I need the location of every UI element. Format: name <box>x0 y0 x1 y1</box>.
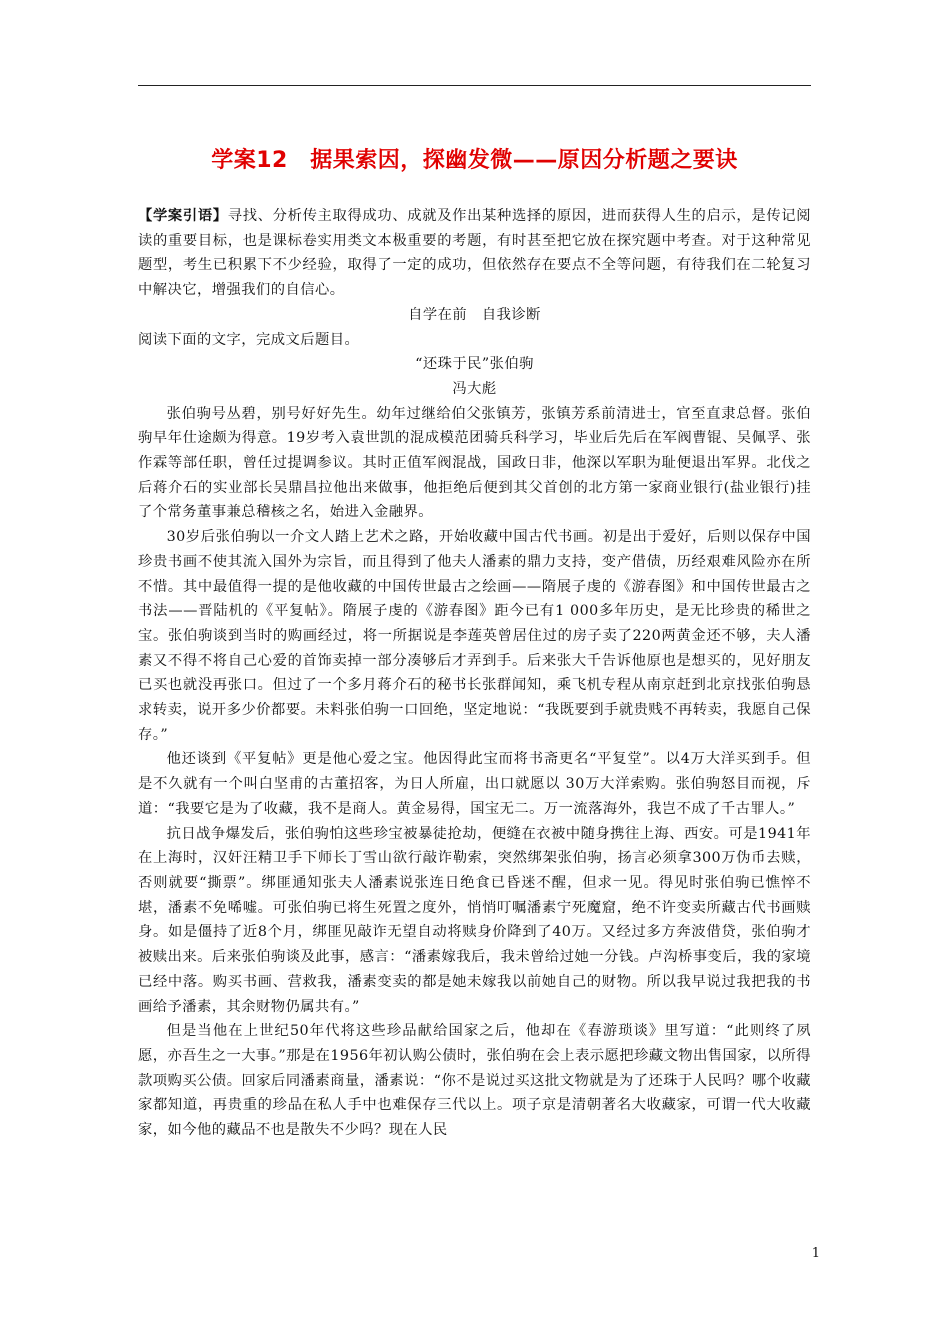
page-number: 1 <box>811 1246 820 1261</box>
article-author: 冯大彪 <box>452 380 497 397</box>
document-body <box>138 204 811 1143</box>
intro-tag: 【学案引语】 <box>138 208 228 224</box>
header-rule <box>138 85 811 86</box>
article-title: “还珠于民”张伯驹 <box>415 356 534 373</box>
article-paragraph: 但是当他在上世纪50年代将这些珍品献给国家之后，他却在《春游琐谈》里写道：“此则终了夙愿，亦吾生之一大事。”那是在1956年初认购公债时，张伯驹在会上表示愿把珍藏文物出售国家，以所得款项购买公债。回家后同潘素商量，潘素说：“你不是说过买这批文物就是为了还珠于人民吗？哪个收藏家都知道，再贵重的珍品在私人手中也难保存三代以上。项子京是清朝著名大收藏家，可谓一代大收藏家，如今他的藏品不也是散失不少吗？现在人民 <box>138 1023 811 1139</box>
page-title: 学案12 据果索因，探幽发微——原因分析题之要诀 <box>211 148 738 173</box>
article-paragraph: 30岁后张伯驹以一介文人踏上艺术之路，开始收藏中国古代书画。初是出于爱好，后则以保存中国珍贵书画不使其流入国外为宗旨，而且得到了他夫人潘素的鼎力支持，变产借债，历经艰难风险亦在所不惜。其中最值得一提的是他收藏的中国传世最古之绘画——隋展子虔的《游春图》和中国传世最古之书法——晋陆机的《平复帖》。隋展子虔的《游春图》距今已有1 000多年历史，是无比珍贵的稀世之宝。张伯驹谈到当时的购画经过，将一所据说是李莲英曾居住过的房子卖了220两黄金还不够，夫人潘素又不得不将自己心爱的首饰卖掉一部分凑够后才弄到手。后来张大千告诉他原也是想买的，见好朋友已买也就没再张口。但过了一个多月蒋介石的秘书长张群闻知，乘飞机专程从南京赶到北京找张伯驹恳求转卖，说开多少价都要。未料张伯驹一口回绝，坚定地说：“我既要到手就贵贱不再转卖，我愿自己保存。” <box>138 529 811 743</box>
intro-paragraph <box>138 204 811 303</box>
article-paragraph: 他还谈到《平复帖》更是他心爱之宝。他因得此宝而将书斋更名“平复堂”。以4万大洋买到手。但是不久就有一个叫白坚甫的古董招客，为日人所雇，出口就愿以 30万大洋索购。张伯驹怒目而视，斥道：“我要它是为了收藏，我不是商人。黄金易得，国宝无二。万一流落海外，我岂不成了千古罪人。” <box>138 751 811 817</box>
article-paragraph: 张伯驹号丛碧，别号好好先生。幼年过继给伯父张镇芳，张镇芳系前清进士，官至直隶总督。张伯驹早年仕途颇为得意。19岁考入袁世凯的混成模范团骑兵科学习，毕业后先后在军阀曹锟、吴佩孚、张作霖等部任职，曾任过提调参议。其时正值军阀混战，国政日非，他深以军职为耻便退出军界。北伐之后蒋介石的实业部长吴鼎昌拉他出来做事，他拒绝后便到其父首创的北方第一家商业银行(盐业银行)挂了个常务董事兼总稽核之名，始进入金融界。 <box>138 405 811 521</box>
intro-text: 寻找、分析传主取得成功、成就及作出某种选择的原因，进而获得人生的启示，是传记阅读的重要目标，也是课标卷实用类文本极重要的考题，有时甚至把它放在探究题中考查。对于这种常见题型，考生已积累下不少经验，取得了一定的成功，但依然存在要点不全等问题，有待我们在二轮复习中解决它，增强我们的自信心。 <box>138 208 811 299</box>
article-paragraph: 抗日战争爆发后，张伯驹怕这些珍宝被暴徒抢劫，便缝在衣被中随身携往上海、西安。可是1941年在上海时，汉奸汪精卫手下师长丁雪山欲行敲诈勒索，突然绑架张伯驹，扬言必须拿300万伪币去赎，否则就要“撕票”。绑匪通知张夫人潘素说张连日绝食已昏迷不醒，但求一见。得见时张伯驹已憔悴不堪，潘素不免唏嘘。可张伯驹已将生死置之度外，悄悄叮嘱潘素宁死魔窟，绝不许变卖所藏古代书画赎身。如是僵持了近8个月，绑匪见敲诈无望自动将赎身价降到了40万。又经过多方奔波借贷，张伯驹才被赎出来。后来张伯驹谈及此事，感言：“潘素嫁我后，我未曾给过她一分钱。卢沟桥事变后，我的家境已经中落。购买书画、营救我，潘素变卖的都是她未嫁我以前她自己的财物。所以我早说过我把我的书画给予潘素，其余财物仍属共有。” <box>138 825 811 1015</box>
instruction-text: 阅读下面的文字，完成文后题目。 <box>138 331 360 348</box>
section-heading: 自学在前 自我诊断 <box>408 306 541 323</box>
